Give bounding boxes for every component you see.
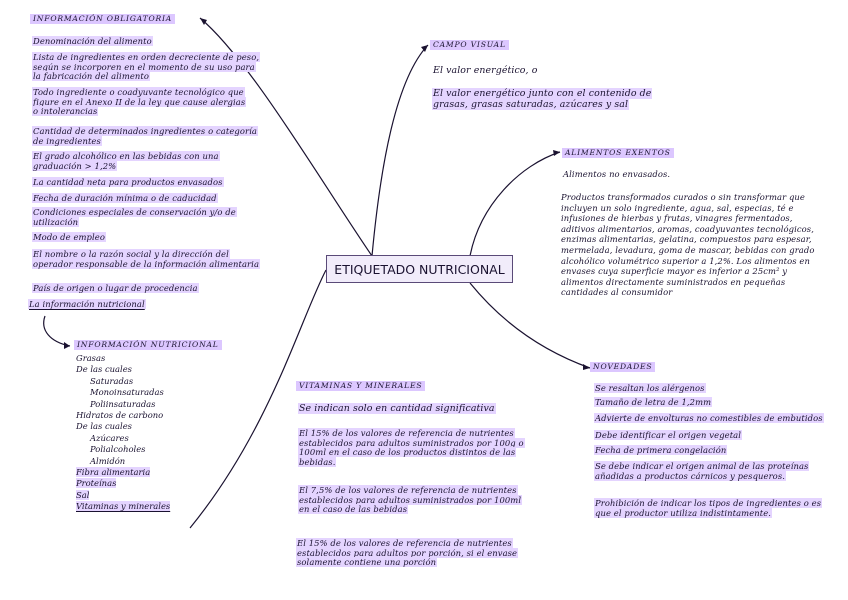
- obligatoria-item: El nombre o la razón social y la dirección del operador responsable de la información alimentaria: [33, 249, 260, 269]
- vitaminas-title: VITAMINAS Y MINERALES: [296, 381, 425, 391]
- nutricional-item: Sal: [76, 489, 90, 500]
- exentos-item: Alimentos no envasados.: [563, 169, 671, 179]
- obligatoria-item: Cantidad de determinados ingredientes o categoría de ingredientes: [33, 126, 257, 146]
- nutricional-item: De las cuales: [76, 421, 132, 432]
- novedades-item: Se debe indicar el origen animal de las proteínas añadidas a productos cárnicos y pesqueros.: [595, 461, 809, 481]
- central-topic: ETIQUETADO NUTRICIONAL: [326, 255, 513, 283]
- campo-visual-title: CAMPO VISUAL: [430, 40, 509, 50]
- obligatoria-item: País de origen o lugar de procedencia: [33, 283, 198, 293]
- obligatoria-item: El grado alcohólico en las bebidas con una graduación > 1,2%: [33, 151, 219, 171]
- obligatoria-item: Modo de empleo: [33, 232, 105, 242]
- campo-visual-item: El valor energético, o: [433, 65, 538, 76]
- nutricional-subitem: Polialcoholes: [90, 444, 146, 455]
- link-obligatoria-to-nutricional: [44, 316, 70, 346]
- nutricional-item: Hidratos de carbono: [76, 410, 164, 421]
- nutricional-list: [76, 353, 170, 513]
- obligatoria-item-nutricional: La información nutricional: [29, 299, 145, 309]
- obligatoria-item: La cantidad neta para productos envasados: [33, 177, 223, 187]
- vitaminas-item: El 15% de los valores de referencia de nutrientes establecidos para adultos suministrados por 100g o 100ml en el caso de los productos distintos de las bebidas.: [299, 428, 524, 467]
- alimentos-exentos-title: ALIMENTOS EXENTOS: [562, 148, 674, 158]
- obligatoria-item: Denominación del alimento: [33, 36, 152, 46]
- link-to-campo-visual: [372, 45, 428, 256]
- novedades-item: Fecha de primera congelación: [595, 445, 727, 455]
- nutricional-subitem: Poliinsaturadas: [90, 398, 156, 409]
- obligatoria-item: Fecha de duración mínima o de caducidad: [33, 193, 217, 203]
- nutricional-subitem: Monoinsaturadas: [90, 387, 164, 398]
- arrowhead-exentos: [553, 150, 560, 156]
- link-to-alimentos-exentos: [470, 152, 560, 256]
- informacion-nutricional-title: INFORMACIÓN NUTRICIONAL: [74, 340, 222, 350]
- vitaminas-item: El 7,5% de los valores de referencia de nutrientes establecidos para adultos suministrados por 100ml en el caso de las bebidas: [299, 485, 522, 515]
- campo-visual-item: El valor energético junto con el contenido de grasas, grasas saturadas, azúcares y sal: [433, 88, 652, 110]
- informacion-obligatoria-title: INFORMACIÓN OBLIGATORIA: [30, 14, 175, 24]
- novedades-item: Advierte de envolturas no comestibles de embutidos: [595, 413, 823, 423]
- nutricional-item: Proteínas: [76, 478, 117, 489]
- obligatoria-item: Condiciones especiales de conservación y/o de utilización: [33, 207, 236, 227]
- nutricional-item: De las cuales: [76, 364, 132, 375]
- nutricional-subitem: Azúcares: [90, 432, 129, 443]
- novedades-item: Debe identificar el origen vegetal: [595, 430, 742, 440]
- novedades-item: Tamaño de letra de 1,2mm: [595, 397, 712, 407]
- exentos-item: Productos transformados curados o sin transformar que incluyen un solo ingrediente, agua, sal, especias, té e infusiones de hierbas y frutas, vinagres fermentados, aditivos alimentarios, aromas, coadyuvantes tecnológicos, enzimas alimentarias, gelatina, compuestos para espesar, mermelada, levadura, goma de mascar, bebidas con grado alcohólico volumétrico superior a 1,2%. Los alimentos en envases cuya superficie mayor es inferior a 25cm² y alimentos directamente suministrados en pequeñas cantidades al consumidor: [561, 192, 815, 298]
- arrowhead-nutricional: [64, 342, 70, 349]
- novedades-item: Se resaltan los alérgenos: [595, 383, 705, 393]
- nutricional-subitem: Almidón: [90, 455, 126, 466]
- nutricional-item: Vitaminas y minerales: [76, 501, 171, 512]
- vitaminas-item: El 15% de los valores de referencia de nutrientes establecidos para adultos por porción, si el envase solamente contiene una porción: [297, 538, 518, 568]
- nutricional-subitem: Saturadas: [90, 375, 134, 386]
- novedades-item: Prohibición de indicar los tipos de ingredientes o es que el productor utiliza indistintamente.: [595, 498, 822, 518]
- nutricional-item: Grasas: [76, 353, 106, 363]
- obligatoria-item: Todo ingrediente o coadyuvante tecnológico que figure en el Anexo II de la ley que cause alergias o intolerancias: [33, 87, 246, 117]
- obligatoria-item: Lista de ingredientes en orden decreciente de peso, según se incorporen en el momento de su uso para la fabricación del alimento: [33, 52, 260, 82]
- novedades-title: NOVEDADES: [590, 362, 655, 372]
- arrowhead-campo-visual: [421, 45, 428, 52]
- vitaminas-intro: Se indican solo en cantidad significativa: [299, 403, 495, 414]
- nutricional-item: Fibra alimentaria: [76, 467, 151, 478]
